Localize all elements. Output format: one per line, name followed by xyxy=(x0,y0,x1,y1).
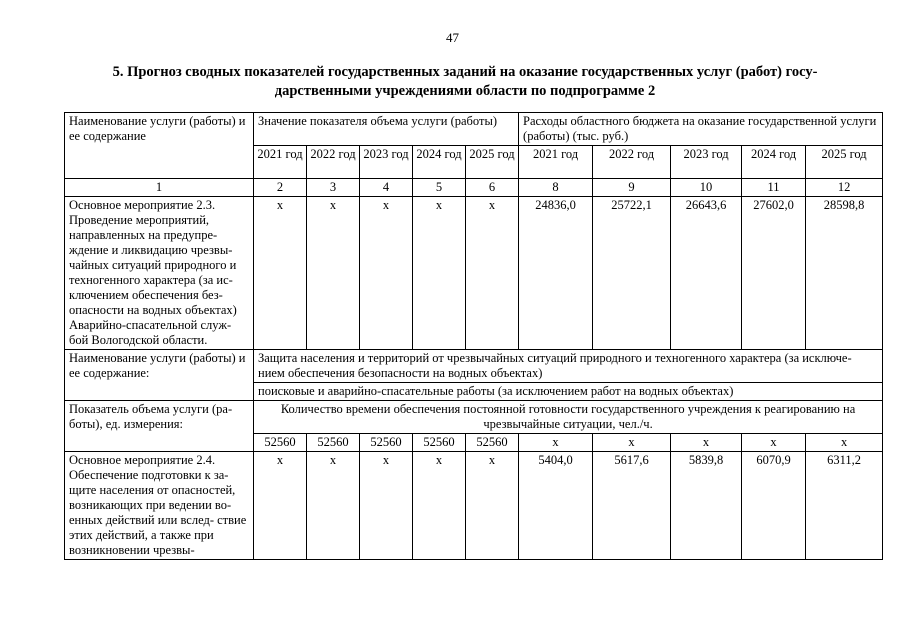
column-number: 10 xyxy=(671,179,742,197)
column-number: 6 xyxy=(466,179,519,197)
service-content-text: поисковые и аварийно-спасательные работы (за исключением работ на водных объектах) xyxy=(254,383,883,401)
header-volume-year: 2023 год xyxy=(360,146,413,179)
header-volume-year: 2022 год xyxy=(307,146,360,179)
table-cell: x xyxy=(254,452,307,560)
header-volume-year: 2021 год xyxy=(254,146,307,179)
table-cell: 52560 xyxy=(307,434,360,452)
table-cell: x xyxy=(307,197,360,350)
table-row-event-2-3 xyxy=(65,197,883,350)
title-line-2: дарственными учреждениями области по подпрограмме 2 xyxy=(274,83,656,99)
table-cell: 25722,1 xyxy=(593,197,671,350)
column-number: 9 xyxy=(593,179,671,197)
table-cell: x xyxy=(413,197,466,350)
column-number: 2 xyxy=(254,179,307,197)
event-2-4-description: Основное мероприятие 2.4. Обеспечение подготовки к за- щите населения от опасностей, возникающих при ведении во- енных действий или вслед- ствие этих действий, а также при возникновении чрезвы- xyxy=(65,452,254,560)
table-cell: x xyxy=(360,452,413,560)
table-cell: x xyxy=(742,434,806,452)
indicator-label: Показатель объема услуги (ра- боты), ед. измерения: xyxy=(65,401,254,452)
table-cell: x xyxy=(519,434,593,452)
page-title xyxy=(70,63,860,101)
table-cell: 52560 xyxy=(413,434,466,452)
table-cell: x xyxy=(413,452,466,560)
table-cell: 5617,6 xyxy=(593,452,671,560)
header-volume-year: 2025 год xyxy=(466,146,519,179)
header-expense-year: 2025 год xyxy=(806,146,883,179)
table-cell: 5404,0 xyxy=(519,452,593,560)
service-name-text: Защита населения и территорий от чрезвычайных ситуаций природного и техногенного характера (за исключе- нием обеспечения безопасности на водных объектах) xyxy=(254,350,883,383)
header-expense-year: 2023 год xyxy=(671,146,742,179)
header-expense-group: Расходы областного бюджета на оказание государственной услуги (работы) (тыс. руб.) xyxy=(519,113,883,146)
table-cell: 52560 xyxy=(254,434,307,452)
table-cell: 5839,8 xyxy=(671,452,742,560)
table-cell: x xyxy=(806,434,883,452)
table-cell: 27602,0 xyxy=(742,197,806,350)
header-expense-year: 2022 год xyxy=(593,146,671,179)
table-cell: 6311,2 xyxy=(806,452,883,560)
table-cell: x xyxy=(593,434,671,452)
table-row-event-2-4 xyxy=(65,452,883,560)
table-cell: x xyxy=(671,434,742,452)
column-number: 8 xyxy=(519,179,593,197)
column-number: 3 xyxy=(307,179,360,197)
header-volume-year: 2024 год xyxy=(413,146,466,179)
table-cell: 52560 xyxy=(466,434,519,452)
table-cell: x xyxy=(360,197,413,350)
title-line-1: 5. Прогноз сводных показателей государственных заданий на оказание государственных услуг (работ) госу- xyxy=(112,64,818,80)
table-cell: 6070,9 xyxy=(742,452,806,560)
column-number-row xyxy=(65,179,883,197)
header-volume-group: Значение показателя объема услуги (работы) xyxy=(254,113,519,146)
table-cell: x xyxy=(307,452,360,560)
header-expense-year: 2024 год xyxy=(742,146,806,179)
table-cell: x xyxy=(466,452,519,560)
table-cell: 24836,0 xyxy=(519,197,593,350)
table-cell: 26643,6 xyxy=(671,197,742,350)
indicator-text: Количество времени обеспечения постоянной готовности государственного учреждения к реагированию на чрезвычайные ситуации, чел./ч. xyxy=(254,401,883,434)
forecast-table xyxy=(64,112,883,560)
page-number: 47 xyxy=(446,30,459,45)
header-row-1 xyxy=(65,113,883,146)
table-cell: x xyxy=(254,197,307,350)
indicator-row xyxy=(65,401,883,434)
column-number: 11 xyxy=(742,179,806,197)
table-cell: 52560 xyxy=(360,434,413,452)
header-service-name: Наименование услуги (работы) и ее содержание xyxy=(65,113,254,179)
service-name-row xyxy=(65,350,883,383)
column-number: 1 xyxy=(65,179,254,197)
header-expense-year: 2021 год xyxy=(519,146,593,179)
column-number: 12 xyxy=(806,179,883,197)
event-2-3-description: Основное мероприятие 2.3. Проведение мероприятий, направленных на предупре- ждение и ликвидацию чрезвы- чайных ситуаций природного и техногенного характера (за ис- ключением обеспечения без- опасности на водных объектах) Аварийно-спасательной служ- бой Вологодской области. xyxy=(65,197,254,350)
table-cell: x xyxy=(466,197,519,350)
column-number: 5 xyxy=(413,179,466,197)
service-name-label: Наименование услуги (работы) и ее содержание: xyxy=(65,350,254,401)
table-cell: 28598,8 xyxy=(806,197,883,350)
column-number: 4 xyxy=(360,179,413,197)
